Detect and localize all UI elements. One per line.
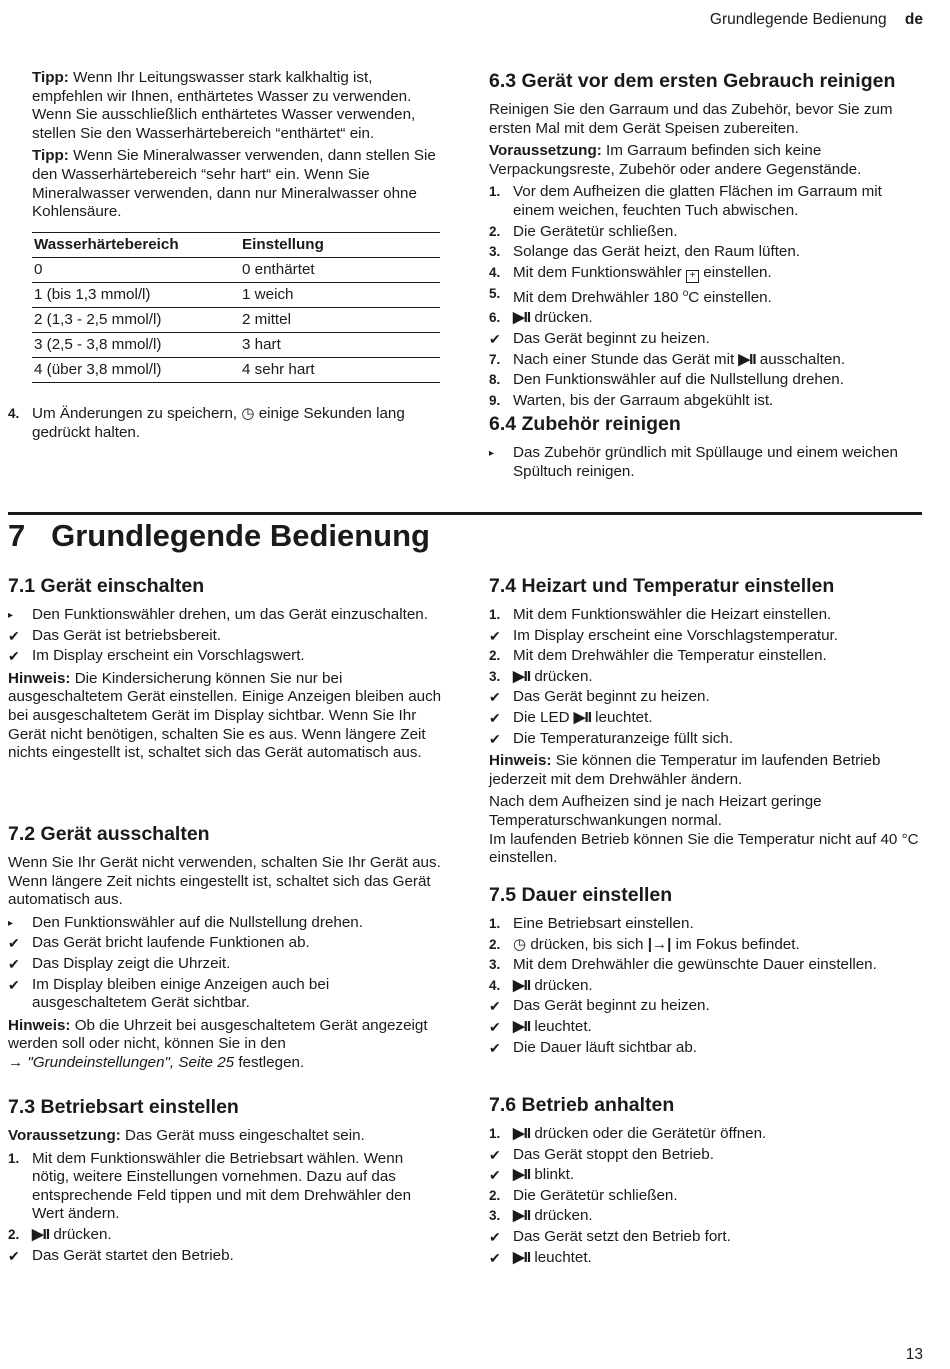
- table-row: 1 (bis 1,3 mmol/l) 1 weich: [32, 282, 440, 307]
- chapter-title: 7 Grundlegende Bedienung: [8, 518, 430, 553]
- section-7-4: 7.4 Heizart und Temperatur einstellen 1. Mit dem Funktionswähler die Heizart einstellen. ✔ Im Display erscheint eine Vorschlagstemperatur. 2. Mit dem Drehwähler die Temperatur einstellen. 3. ▶II drücken. ✔ Das Gerät beginnt zu heizen. ✔ Die LED ▶II leuchtet. ✔ Die Temperaturanzeige füllt sich. Hinweis: Sie können die Temperatur im laufenden Betrieb jederzeit mit dem Drehwähler ändern. Nach dem Aufheizen sind je nach Heizart geringe Temperaturschwankungen normal. Im laufenden Betrieb können Sie die Temperatur nicht auf 40 °C einstellen.: [489, 574, 921, 868]
- step-4-save: 4. Um Änderungen zu speichern, ◷ einige Sekunden lang gedrückt halten.: [8, 405, 405, 441]
- section-title: 6.4 Zubehör reinigen: [489, 413, 681, 435]
- list-item: 3. ▶II drücken.: [489, 1207, 593, 1225]
- header-section: Grundlegende Bedienung: [709, 11, 887, 28]
- list-item: 4. Mit dem Funktionswähler + einstellen.: [489, 263, 772, 281]
- timer-icon: ◷: [241, 405, 255, 422]
- list-item: 7. Nach einer Stunde das Gerät mit ▶II ausschalten.: [489, 350, 846, 368]
- list-item: ✔ Das Gerät ist betriebsbereit.: [8, 626, 222, 644]
- list-item: 4. ▶II drücken.: [489, 976, 593, 994]
- list-item: ✔ Das Gerät startet den Betrieb.: [8, 1246, 234, 1264]
- list-item: ✔ ▶II leuchtet.: [489, 1017, 592, 1035]
- table-header: Einstellung: [242, 235, 324, 253]
- list-item: ✔ Das Gerät beginnt zu heizen.: [489, 997, 710, 1015]
- play-pause-icon: ▶II: [513, 976, 531, 994]
- section-7-5: [489, 883, 921, 1057]
- list-item: 2. Die Gerätetür schließen.: [489, 1186, 678, 1204]
- section-title: 7.3 Betriebsart einstellen: [8, 1096, 239, 1118]
- list-item: 2. ▶II drücken.: [8, 1225, 112, 1243]
- section-title: 7.2 Gerät ausschalten: [8, 823, 210, 845]
- section-title: 7.4 Heizart und Temperatur einstellen: [489, 575, 835, 597]
- list-item: ✔ Das Gerät beginnt zu heizen.: [489, 688, 710, 706]
- table-header-row: [32, 232, 440, 257]
- list-item: 2. ◷ drücken, bis sich |→| im Fokus befindet.: [489, 935, 800, 953]
- page-number: 13: [905, 1346, 923, 1364]
- section-title: 7.5 Dauer einstellen: [489, 884, 673, 906]
- list-item: 9. Warten, bis der Garraum abgekühlt ist.: [489, 391, 774, 409]
- list-item: ✔ Im Display erscheint eine Vorschlagstemperatur.: [489, 626, 838, 644]
- section-6-4: [489, 412, 921, 481]
- section-7-1: 7.1 Gerät einschalten ▸ Den Funktionswähler drehen, um das Gerät einzuschalten. ✔ Das Gerät ist betriebsbereit. ✔ Im Display erscheint ein Vorschlagswert. Hinweis: Die Kindersicherung können Sie nur bei ausgeschaltetem Gerät einstellen. Einige Anzeigen bleiben auch bei ausgeschaltetem Gerät im Display sichtbar. Wenn Sie Ihr Gerät nicht benötigen, schalten Sie es aus. Wenn längere Zeit nichts eingestellt ist, schaltet sich das Gerät automatisch aus.: [8, 575, 442, 762]
- list-item: ✔ Das Display zeigt die Uhrzeit.: [8, 954, 231, 972]
- play-pause-icon: ▶II: [513, 1248, 531, 1266]
- list-item: 1. Eine Betriebsart einstellen.: [489, 915, 694, 932]
- list-item: 3. ▶II drücken.: [489, 667, 593, 685]
- tip-2: Tipp: Wenn Sie Mineralwasser verwenden, dann stellen Sie den Wasserhärtebereich “sehr hart“ ein. Wenn Sie Mineralwasser verwenden, dann nur Mineralwasser ohne Kohlensäure.: [32, 147, 436, 221]
- cross-reference-link[interactable]: "Grundeinstellungen", Seite 25: [27, 1053, 235, 1071]
- section-title: 7.1 Gerät einschalten: [8, 575, 205, 597]
- play-pause-icon: ▶II: [573, 708, 591, 726]
- list-item: 1. Mit dem Funktionswähler die Betriebsart wählen. Wenn nötig, weitere Einstellungen vornehmen. Dazu auf das entsprechende Feld tippen und mit dem Drehwähler den Wert ändern.: [8, 1149, 412, 1223]
- section-7-2: 7.2 Gerät ausschalten Wenn Sie Ihr Gerät nicht verwenden, schalten Sie Ihr Gerät aus. Wenn längere Zeit nichts eingestellt ist, schaltet sich das Gerät automatisch aus. ▸ Den Funktionswähler auf die Nullstellung drehen. ✔ Das Gerät bricht laufende Funktionen ab. ✔ Das Display zeigt die Uhrzeit. ✔ Im Display bleiben einige Anzeigen auch bei ausgeschaltetem Gerät sichtbar. Hinweis: Ob die Uhrzeit bei ausgeschaltetem Gerät angezeigt werden soll oder nicht, können Sie in den → "Grundeinstellungen", Seite 25 festlegen.: [8, 823, 441, 1071]
- play-pause-icon: ▶II: [513, 1125, 531, 1142]
- list-item: 3. Mit dem Drehwähler die gewünschte Dauer einstellen.: [489, 956, 877, 974]
- play-pause-icon: ▶II: [513, 667, 531, 685]
- list-item: 3. Solange das Gerät heizt, den Raum lüften.: [489, 243, 801, 261]
- list-item: ✔ ▶II blinkt.: [489, 1166, 575, 1184]
- table-row: 3 (2,5 - 3,8 mmol/l) 3 hart: [32, 332, 440, 357]
- list-item: 2. Die Gerätetür schließen.: [489, 222, 678, 240]
- play-pause-icon: ▶II: [32, 1225, 50, 1243]
- link-arrow: →: [8, 1053, 24, 1071]
- play-pause-icon: ▶II: [513, 309, 531, 327]
- running-header: [710, 11, 923, 30]
- list-item: 8. Den Funktionswähler auf die Nullstellung drehen.: [489, 371, 844, 389]
- list-item: ✔ Das Gerät stoppt den Betrieb.: [489, 1145, 714, 1163]
- list-item: 5. Mit dem Drehwähler 180 $^o$C einstellen.: [489, 285, 772, 306]
- list-item: ▸ Den Funktionswähler auf die Nullstellung drehen.: [8, 913, 363, 931]
- water-hardness-block: [32, 69, 442, 383]
- list-item: ✔ Im Display bleiben einige Anzeigen auch bei ausgeschaltetem Gerät sichtbar.: [8, 975, 330, 1012]
- section-title: 7.6 Betrieb anhalten: [489, 1094, 675, 1116]
- hot-air-icon: +: [686, 270, 699, 283]
- list-item: ✔ ▶II leuchtet.: [489, 1248, 592, 1266]
- list-item: ✔ Die Dauer läuft sichtbar ab.: [489, 1038, 698, 1056]
- chapter-divider: [8, 512, 922, 515]
- section-title: 6.3 Gerät vor dem ersten Gebrauch reinigen: [489, 70, 896, 92]
- tip-1: Tipp: Wenn Ihr Leitungswasser stark kalkhaltig ist, empfehlen wir Ihnen, enthärtetes Wasser zu verwenden. Wenn Sie ausschließlich enthärtetes Wasser verwenden, stellen Sie den Wasserhärtebereich “enthärtet“ ein.: [32, 69, 416, 142]
- list-item: ▸ Den Funktionswähler drehen, um das Gerät einzuschalten.: [8, 606, 428, 623]
- list-item: 1. Mit dem Funktionswähler die Heizart einstellen.: [489, 606, 832, 623]
- list-item: ✔ Die LED ▶II leuchtet.: [489, 708, 653, 726]
- list-item: 6. ▶II drücken.: [489, 309, 593, 327]
- list-item: ✔ Das Gerät setzt den Betrieb fort.: [489, 1227, 731, 1245]
- list-item: ✔ Im Display erscheint ein Vorschlagswert.: [8, 647, 305, 665]
- duration-icon: |→|: [647, 935, 672, 953]
- list-item: ▸ Das Zubehör gründlich mit Spüllauge und einem weichen Spültuch reinigen.: [489, 444, 898, 480]
- table-header: Wasserhärtebereich: [34, 235, 179, 253]
- play-pause-icon: ▶II: [513, 1166, 531, 1184]
- water-hardness-table: [32, 232, 440, 383]
- list-item: 2. Mit dem Drehwähler die Temperatur einstellen.: [489, 647, 827, 665]
- list-item: ✔ Das Gerät bricht laufende Funktionen ab.: [8, 934, 310, 952]
- list-item: ✔ Die Temperaturanzeige füllt sich.: [489, 729, 734, 747]
- section-6-3: 6.3 Gerät vor dem ersten Gebrauch reinigen Reinigen Sie den Garraum und das Zubehör, bevor Sie zum ersten Mal mit dem Gerät Speisen zubereiten. Voraussetzung: Im Garraum befinden sich keine Verpackungsreste, Zubehör oder andere Gegenstände. 1. Vor dem Aufheizen die glatten Flächen im Garraum mit einem weichen, feuchten Tuch abwischen. 2. Die Gerätetür schließen. 3. Solange das Gerät heizt, den Raum lüften. 4. Mit dem Funktionswähler + einstellen. 5. Mit dem Drehwähler 180 $^o$C einstellen. 6. ▶II drücken. ✔ Das Gerät beginnt zu heizen. 7. Nach einer Stunde das Gerät mit ▶II ausschalten. 8. Den Funktionswähler auf die Nullstellung drehen. 9. Warten, bis der Garraum abgekühlt ist.: [489, 69, 921, 410]
- section-7-3: 7.3 Betriebsart einstellen Voraussetzung: Das Gerät muss eingeschaltet sein. 1. Mit dem Funktionswähler die Betriebsart wählen. Wenn nötig, weitere Einstellungen vornehmen. Dazu auf das entsprechende Feld tippen und mit dem Drehwähler den Wert ändern. 2. ▶II drücken. ✔ Das Gerät startet den Betrieb.: [8, 1095, 442, 1265]
- list-item: 1. ▶II drücken oder die Gerätetür öffnen.: [489, 1125, 767, 1142]
- list-item: ✔ Das Gerät beginnt zu heizen.: [489, 330, 710, 347]
- play-pause-icon: ▶II: [513, 1017, 531, 1035]
- table-row: 4 (über 3,8 mmol/l) 4 sehr hart: [32, 357, 440, 382]
- table-row: 2 (1,3 - 2,5 mmol/l) 2 mittel: [32, 307, 440, 332]
- bullet-arrow-icon: ▸: [489, 448, 495, 459]
- list-item: 1. Vor dem Aufheizen die glatten Flächen im Garraum mit einem weichen, feuchten Tuch abwischen.: [489, 183, 882, 219]
- table-row: 0 0 enthärtet: [32, 257, 440, 282]
- play-pause-icon: ▶II: [513, 1207, 531, 1225]
- section-7-6: [489, 1093, 921, 1267]
- play-pause-icon: ▶II: [738, 350, 756, 368]
- timer-icon: ◷: [513, 935, 527, 953]
- header-language: de: [904, 11, 923, 28]
